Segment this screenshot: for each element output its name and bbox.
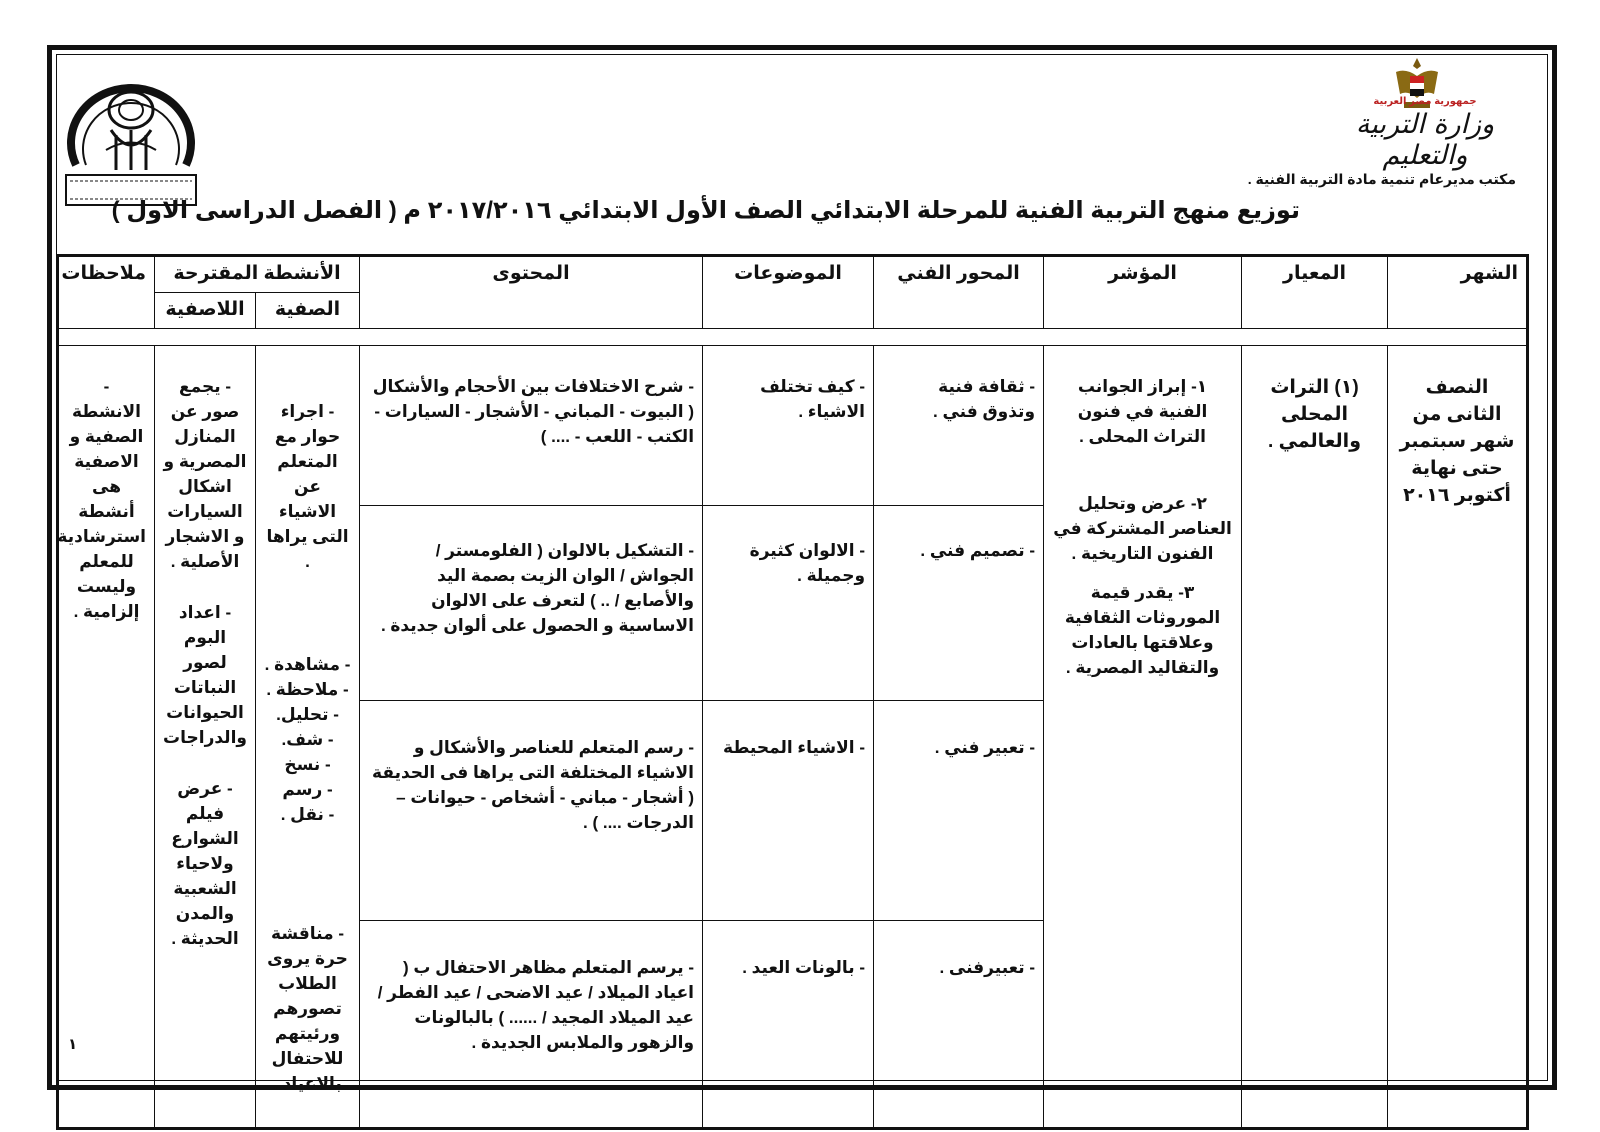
- activity-class-1: - اجراء حوار مع المتعلم عن الاشياء التى يراها .: [266, 402, 349, 571]
- country-name: جمهورية مصر العربية: [1373, 96, 1477, 107]
- indicator-cell: [1044, 346, 1242, 1129]
- header-standard: المعيار: [1242, 256, 1388, 329]
- standard-cell: (١) التراث المحلى والعالمي .: [1242, 346, 1388, 1129]
- activity-extra-1: - يجمع صور عن المنازل المصرية و اشكال السيارات و الاشجار الأصلية .: [163, 377, 247, 571]
- topic-row-2: - الالوان كثيرة وجميلة .: [703, 505, 874, 700]
- header-topics: الموضوعات: [703, 256, 874, 329]
- notes-cell: - الانشطة الصفية و الاصفية هى أنشطة استرشادية للمعلم وليست إلزامية .: [58, 346, 155, 1129]
- header-activities-class: الصفية: [256, 293, 360, 329]
- office-seal-logo: [56, 55, 206, 215]
- ministry-name: وزارة التربية والتعليم: [1355, 109, 1495, 171]
- header-indicator: المؤشر: [1044, 256, 1242, 329]
- indicator-1: ١- إبراز الجوانب الفنية في فنون التراث المحلى .: [1077, 377, 1208, 446]
- ministry-header: [1335, 96, 1515, 176]
- page-number: ١: [68, 1036, 78, 1053]
- header-notes: ملاحظات: [58, 256, 155, 329]
- content-row-1: - شرح الاختلافات بين الأحجام والأشكال ( البيوت - المباني - الأشجار - السيارات - الكتب - اللعب - .... ): [360, 346, 703, 506]
- office-name: مكتب مديرعام تنمية مادة التربية الفنية .: [1247, 171, 1516, 187]
- content-row-3: - رسم المتعلم للعناصر والأشكال و الاشياء المختلفة التى يراها فى الحديقة ( أشجار - مباني - أشخاص - حيوانات – الدرجات .... ) .: [360, 700, 703, 920]
- activity-class-2: - مشاهدة . - ملاحظة . - تحليل. - شف. - نسخ - رسم - نقل .: [264, 655, 351, 824]
- indicator-3: ٣- يقدر قيمة الموروثات الثقافية وعلاقتها بالعادات والتقاليد المصرية .: [1064, 583, 1221, 677]
- topic-row-3: - الاشياء المحيطة: [703, 700, 874, 920]
- content-row-2: - التشكيل بالالوان ( الفلومستر / الجواش / الوان الزيت بصمة اليد والأصابع / .. ) لتعرف على الالوان الاساسية و الحصول على ألوان جديدة .: [360, 505, 703, 700]
- month-cell: النصف الثانى من شهر سبتمبر حتى نهاية أكتوبر ٢٠١٦: [1388, 346, 1528, 1129]
- header-activities-extra: اللاصفية: [155, 293, 256, 329]
- header-content: المحتوى: [360, 256, 703, 329]
- activity-extra-2: - اعداد البوم لصور النباتات الحيوانات والدراجات: [163, 603, 247, 747]
- activities-class-cell: [256, 346, 360, 1129]
- header-month: الشهر: [1388, 256, 1528, 329]
- axis-row-4: - تعبيرفنى .: [874, 921, 1044, 1129]
- activity-class-3: - مناقشة حرة يروى الطلاب تصورهم ورئيتهم للاحتفال بالاعياد .: [267, 924, 348, 1093]
- header-activities: الأنشطة المقترحة: [155, 256, 360, 293]
- activity-extra-3: - عرض فيلم الشوارع ولاحياء الشعبية والمدن الحديثة .: [171, 779, 239, 948]
- indicator-2: ٢- عرض وتحليل العناصر المشتركة في الفنون التاريخية .: [1053, 494, 1232, 563]
- axis-row-1: - ثقافة فنية وتذوق فني .: [874, 346, 1044, 506]
- content-row-4: - يرسم المتعلم مظاهر الاحتفال ب ( اعياد الميلاد / عيد الاضحى / عيد الفطر / عيد الميلاد المجيد / ...... ) بالبالونات والزهور والملابس الجديدة .: [360, 921, 703, 1129]
- topic-row-4: - بالونات العيد .: [703, 921, 874, 1129]
- curriculum-table: [56, 254, 1529, 1130]
- header-axis: المحور الفني: [874, 256, 1044, 329]
- topic-row-1: - كيف تختلف الاشياء .: [703, 346, 874, 506]
- activities-extra-cell: [155, 346, 256, 1129]
- axis-row-2: - تصميم فني .: [874, 505, 1044, 700]
- document-title: توزيع منهج التربية الفنية للمرحلة الابتدائي الصف الأول الابتدائي ٢٠١٧/٢٠١٦ م ( الفصل الدراسى الاول ): [111, 197, 1300, 224]
- axis-row-3: - تعبير فني .: [874, 700, 1044, 920]
